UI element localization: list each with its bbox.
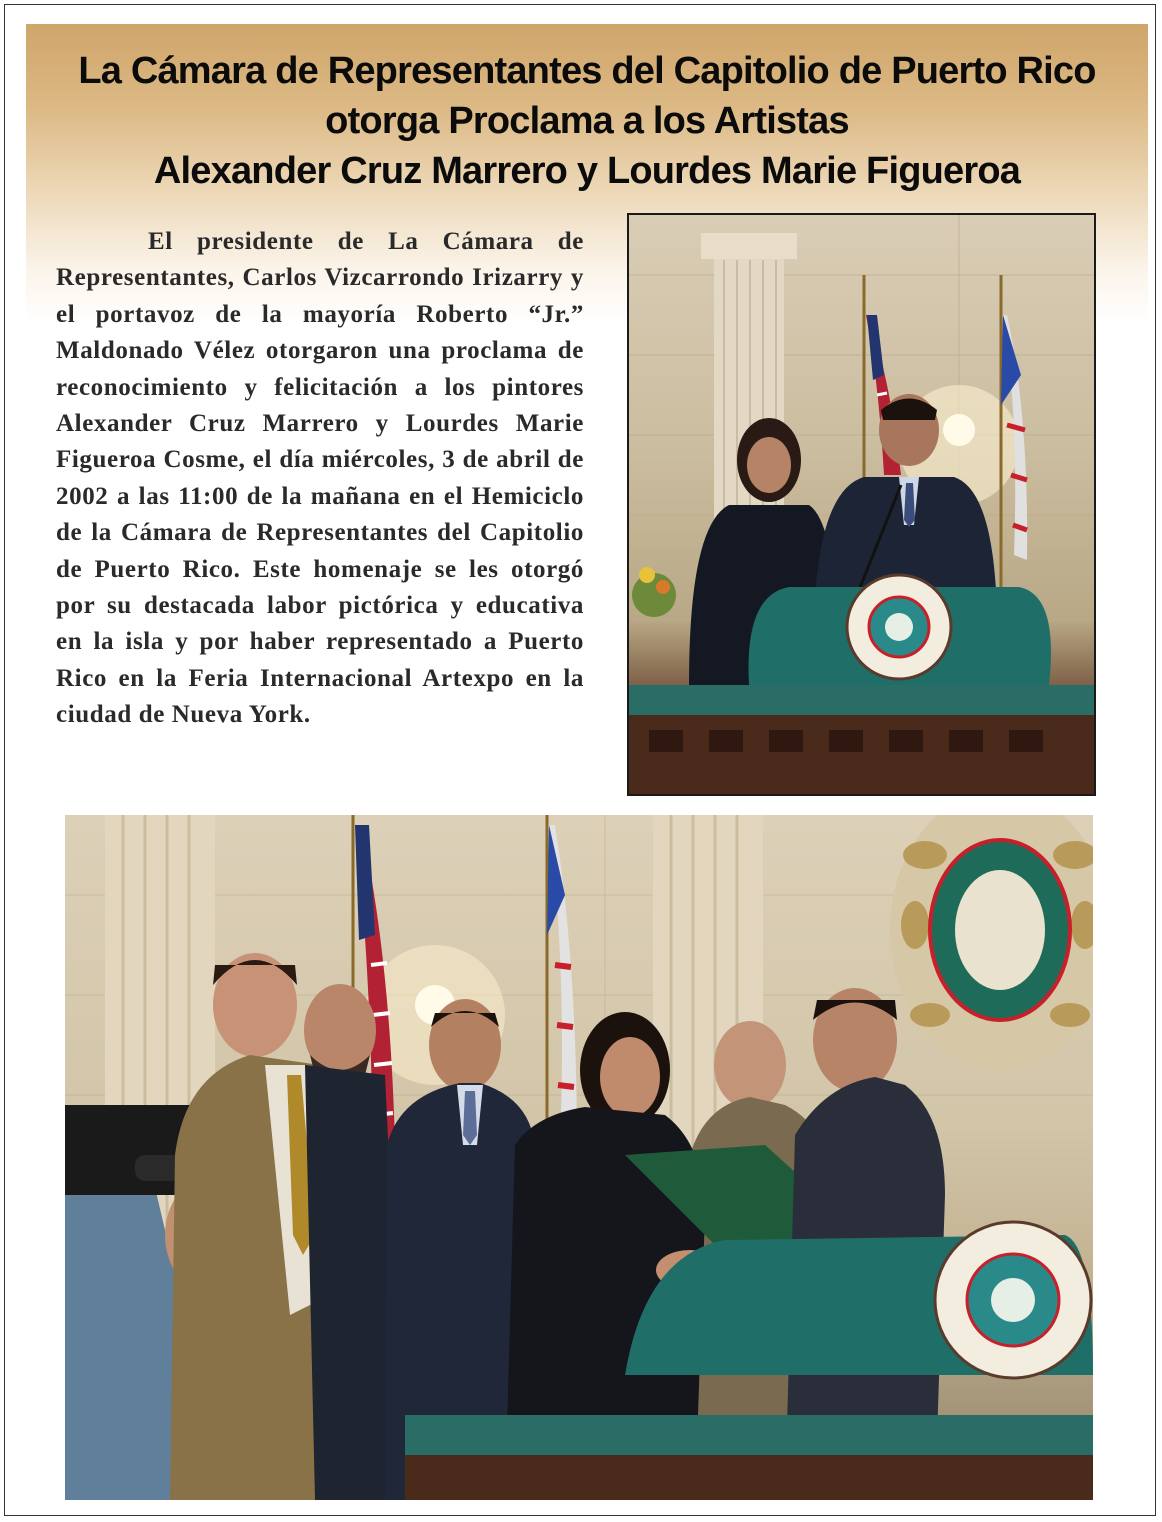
article-body: El presidente de La Cámara de Representantes, Carlos Vizcarrondo Irizarry y el portavoz de la mayoría Roberto “Jr.” Maldonado Vélez otorgaron una proclama de reconocimiento y felicitación a los pintores Alexander Cruz Marrero y Lourdes Marie Figueroa Cosme, el día miércoles, 3 de abril de 2002 a las 11:00 de la mañana en el Hemiciclo de la Cámara de Representantes del Capitolio de Puerto Rico. Este homenaje se les otorgó por su destacada labor pictórica y educativa en la isla y por haber representado a Puerto Rico en la Feria Internacional Artexpo en la ciudad de Nueva York. [56,228,584,729]
headline-line-3: Alexander Cruz Marrero y Lourdes Marie Figueroa [153,150,1021,192]
photo-podium-speech [627,213,1096,796]
headline-line-1: La Cámara de Representantes del Capitolio de Puerto Rico [78,50,1096,92]
photo-proclamation-ceremony [65,815,1093,1500]
headline-line-2: otorga Proclama a los Artistas [325,100,849,142]
headline [26,46,1148,196]
